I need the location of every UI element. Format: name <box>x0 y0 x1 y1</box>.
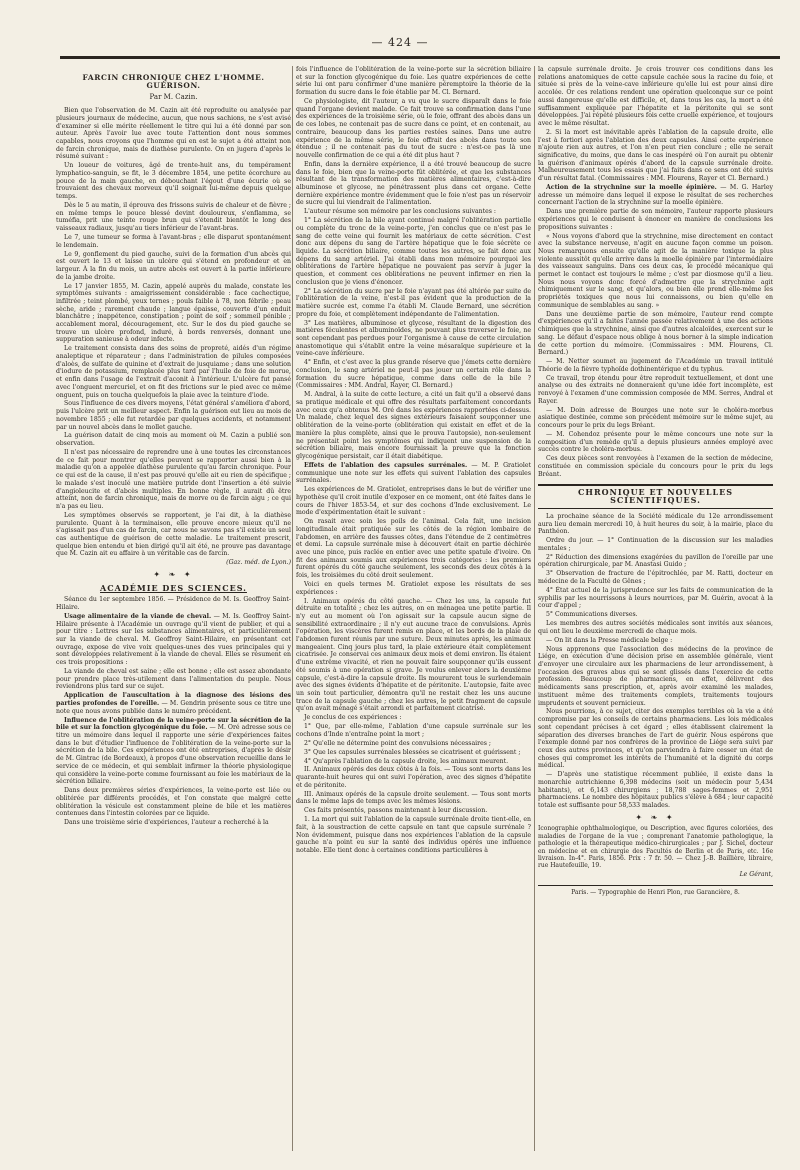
paragraph: 1° Que, par elle-même, l'ablation d'une capsule surrénale sur les cochons d'Inde n'entraîne point la mort ; <box>296 723 531 738</box>
paragraph: 2. Si la mort est inévitable après l'ablation de la capsule droite, elle l'est à fortiori après l'ablation des deux capsules. Ainsi cette expérience n'ajoute rien aux autres, et l'on n'en peut rien conclure ; elle ne serait significative, du moins, que dans le cas inespéré où l'on aurait pu obtenir la guérison d'animaux opérés d'abord de la capsule surrénale droite. Malheureusement tous les essais que j'ai faits dans ce sens ont été suivis d'un résultat fatal. (Commissaires : MM. Flourens, Rayer et Cl. Bernard.) <box>538 128 773 183</box>
paragraph: La guérison datait de cinq mois au moment où M. Cazin a publié son observation. <box>56 432 291 448</box>
paragraph: I. Animaux opérés du côté gauche. — Chez les uns, la capsule fut détruite en totalité ; chez les autres, on en ménagea une petite partie. Il n'y eut au moment où l'on agissait sur la capsule aucun signe de sensibilité extraordinaire ; il n'y eut aucune trace de convulsions. Après l'opération, les viscères furent remis en place, et les bords de la plaie de l'abdomen furent réunis par une suture. Deux minutes après, les animaux mangeaient. Cinq jours plus tard, la plaie extérieure était complètement cicatrisée. Je conservai ces animaux deux mois et demi environ. Ils étaient d'une extrême vivacité, et rien ne pouvait faire soupçonner qu'ils eussent été soumis à une opération si grave. Je voulus enlever alors la deuxième capsule, c'est-à-dire la capsule droite. Ils moururent tous le surlendemain avec des signes évidents d'hépatite et de péritonite. L'autopsie, faite avec un soin tout particulier, démontra qu'il ne restait chez les uns aucune trace de la capsule gauche ; chez les autres, le petit fragment de capsule qu'on avait ménagé s'était arrondi et parfaitement cicatrisé. <box>296 597 531 713</box>
run-in-heading: Influence de l'oblitération de la veine-porte sur la sécrétion de la bile et sur la fonction glycogénique du foie. <box>56 716 291 732</box>
paragraph: fois l'influence de l'oblitération de la veine-porte sur la sécrétion biliaire et sur la fonction glycogénique du foie. Les quatre expériences de cette série lui ont paru confirmer d'une manière péremptoire la théorie de la formation du sucre dans le foie établie par M. Cl. Bernard. <box>296 66 531 97</box>
paragraph: 4° Enfin, et c'est avec la plus grande réserve que j'émets cette dernière conclusion, le sang artériel ne peut-il pas jouer un certain rôle dans la formation du sucre hépatique, comme dans celle de la bile ? (Commissaires : MM. Andral, Rayer, Cl. Bernard.) <box>296 359 531 390</box>
paragraph: la capsule surrénale droite. Je crois trouver ces conditions dans les relations anatomiques de cette capsule cachée sous la racine du foie, et située si près de la veine-cave inférieure qu'elle lui est pour ainsi dire accolée. Or ces relations rendent une opération quelconque sur ce point aussi dangereuse qu'elle est difficile, et, dans tous les cas, la mort a été suffisamment expliquée par l'hépatite et la péritonite qui se sont développées. J'ai répété plusieurs fois cette cruelle expérience, et toujours avec le même résultat. <box>538 66 773 127</box>
bibliography-notice: Iconographie ophthalmologique, ou Description, avec figures coloriées, des maladies de l'organe de la vue ; comprenant l'anatomie pathologique, la pathologie et la thérapeutique médico-chirurgicales ; par J. Sichel, docteur en médecine et en chirurgie des Facultés de Berlin et de Paris, etc. 16e livraison. In-4°. Paris, 1856. Prix : 7 fr. 50. — Chez J.-B. Baillière, libraire, rue Hautefeuille, 19. <box>538 825 773 870</box>
run-in-heading: Usage alimentaire de la viande de cheval. <box>64 612 212 620</box>
source-citation: (Gaz. méd. de Lyon.) <box>226 559 291 567</box>
paragraph: — M. Cohendoz présente pour le même concours une note sur la composition d'un remède qu'il a depuis plusieurs années employé avec succès contre le choléra-morbus. <box>538 431 773 454</box>
column-divider <box>292 66 293 1151</box>
page-number: — 424 — <box>371 36 429 49</box>
session-line: Séance du 1er septembre 1856. — Présidence de M. Is. Geoffroy Saint-Hilaire. <box>56 596 291 612</box>
paragraph: — On lit dans la Presse médicale belge : <box>546 636 673 644</box>
run-in-heading: Effets de l'ablation des capsules surrénales. <box>304 461 468 469</box>
section-title: ACADÉMIE DES SCIENCES. <box>100 582 247 593</box>
paragraph: Le 7, une tumeur se forma à l'avant-bras ; elle disparut spontanément le lendemain. <box>56 233 291 249</box>
section-title: CHRONIQUE ET NOUVELLES SCIENTIFIQUES. <box>538 484 773 508</box>
paragraph: Dans une troisième série d'expériences, l'auteur a recherché à la <box>64 819 269 827</box>
article-author: Par M. Cazin. <box>149 93 198 102</box>
paragraph: 1° La sécrétion de la bile ayant continué malgré l'oblitération partielle ou complète du tronc de la veine-porte, j'en conclus que ce n'est pas le sang de cette veine qui fournit les matériaux de cette sécrétion. C'est donc aux dépens du sang de l'artère hépatique que le foie sécrète ce liquide. La sécrétion biliaire, comme toutes les autres, se fait donc aux dépens du sang artériel. J'ai établi dans mon mémoire pourquoi les oblitérations de l'artère hépatique ne pouvaient pas servir à juger la question, et comment ces oblitérations ne peuvent infirmer en rien la conclusion que je viens d'énoncer. <box>296 217 531 286</box>
paragraph: Enfin, dans la dernière expérience, il a été trouvé beaucoup de sucre dans le foie, bien que la veine-porte fût oblitérée, et que les substances résultant de la transformation des matières alimentaires, c'est-à-dire albuminose et glycose, ne pénétrassent plus dans cet organe. Cette dernière expérience montre évidemment que le foie n'est pas un réservoir de sucre qui lui viendrait de l'alimentation. <box>296 160 531 207</box>
paragraph: 5° Communications diverses. <box>546 611 638 619</box>
paragraph: — M. Doin adresse de Bourges une note sur le choléra-morbus asiatique destinée, comme son précédent mémoire sur le même sujet, au concours pour le prix du legs Bréant. <box>538 406 773 430</box>
paragraph <box>56 692 291 715</box>
paragraph: 2° Réduction des dimensions exagérées du pavillon de l'oreille par une opération chirurgicale, par M. Anastasi Guido ; <box>538 553 773 569</box>
column-1 <box>56 66 291 1151</box>
paragraph <box>538 184 773 207</box>
paragraph: Voici en quels termes M. Gratiolet expose les résultats de ses expériences : <box>296 580 531 596</box>
paragraph: 4° Qu'après l'ablation de la capsule droite, les animaux meurent. <box>304 757 509 765</box>
gerant-signature: Le Gérant, <box>739 871 773 879</box>
paragraph <box>296 462 531 485</box>
paragraph: II. Animaux opérés des deux côtés à la fois. — Tous sont morts dans les quarante-huit heures qui ont suivi l'opération, avec des signes d'hépatite et de péritonite. <box>296 766 531 789</box>
paragraph: Les membres des autres sociétés médicales sont invités aux séances, qui ont lieu le deuxième mercredi de chaque mois. <box>538 620 773 635</box>
paragraph: — M. Netter soumet au jugement de l'Académie un travail intitulé Théorie de la fièvre typhoïde dothinentérique et du typhus. <box>538 358 773 373</box>
article-title: FARCIN CHRONIQUE CHEZ L'HOMME. GUÉRISON. <box>82 73 265 90</box>
paragraph-text: — M. Gendrin présente sous ce titre une note que nous avons publiée dans le numéro précédent. <box>56 700 291 715</box>
paragraph: Bien que l'observation de M. Cazin ait été reproduite ou analysée par plusieurs journaux de médecine, aucun, que nous sachions, ne s'est avisé d'examiner si elle mérite réellement le titre qui lui a été donné par son auteur. Après l'avoir lue avec toute l'attention dont nous sommes capables, nous croyons que l'homme qui en est le sujet a été atteint non de farcin chronique, mais de diathèse purulente. On en jugera d'après le résumé suivant : <box>56 107 291 161</box>
paragraph: Ce travail, trop étendu pour être reproduit textuellement, et dont une analyse ou des extraits ne donneraient qu'une idée fort incomplète, est renvoyé à l'examen d'une commission composée de MM. Serres, Andral et Rayer. <box>538 374 773 405</box>
paragraph: — D'après une statistique récemment publiée, il existe dans la monarchie autrichienne 6,398 médecins (soit un médecin pour 5,434 habitants), et 6,143 chirurgiens ; 18,788 sages-femmes et 2,951 pharmaciens. Le nombre des hôpitaux publics s'élève à 684 ; leur capacité totale est suffisante pour 58,533 malades. <box>538 771 773 810</box>
paragraph: Le 9, gonflement du pied gauche, suivi de la formation d'un abcès qui est ouvert le 13 et laisse un ulcère qui s'étend en profondeur et en largeur. À la fin du mois, un autre abcès est ouvert à la partie inférieure de la jambe droite. <box>56 250 291 281</box>
ornament-divider: ✦ ❧ ✦ <box>153 569 194 579</box>
paragraph: Dans une première partie de son mémoire, l'auteur rapporte plusieurs expériences qui le conduisent à énoncer en manière de conclusions les propositions suivantes : <box>538 208 773 231</box>
paragraph: Ordre du jour. — 1° Continuation de la discussion sur les maladies mentales ; <box>538 537 773 552</box>
paragraph: Dans une deuxième partie de son mémoire, l'auteur rend compte d'expériences qu'il a faites l'année passée relativement à une des actions chimiques que la strychnine, ainsi que d'autres alcaloïdes, exercent sur le sang. Le défaut d'espace nous oblige à nous borner à la simple indication de cette portion du mémoire. (Commissaires : MM. Flourens, Cl. Bernard.) <box>538 310 773 357</box>
paragraph: « Nous voyons d'abord que la strychnine, mise directement en contact avec la substance nerveuse, n'agit en aucune façon comme un poison. Nous remarquons ensuite qu'elle agit de la manière toxique la plus violente aussitôt qu'elle arrive dans la moelle épinière par l'intermédiaire des vaisseaux sanguins. Dans ces deux cas, le procédé mécanique qui permet le contact est toujours le même ; c'est par diosmose qu'il a lieu. Nous nous voyons donc forcé d'admettre que la strychnine agit chimiquement sur le sang, et qu'alors, ou bien elle prend elle-même les propriétés toxiques que nous lui connaissons, ou bien qu'elle en communique de semblables au sang. » <box>538 232 773 309</box>
paragraph: On rasait avec soin les poils de l'animal. Cela fait, une incision longitudinale était pratiquée sur les côtés de la région lombaire de l'abdomen, en arrière des fausses côtes, dans l'étendue de 2 centimètres et demi. La capsule surrénale mise à découvert était en partie déchirée avec une pince, puis raclée en entier avec une petite spatule d'ivoire. On fit des animaux soumis aux expériences trois catégories : les premiers furent opérés du côté gauche seulement, les seconds des deux côtés à la fois, les troisièmes du côté droit seulement. <box>296 518 531 580</box>
paragraph: III. Animaux opérés de la capsule droite seulement. — Tous sont morts dans le même laps de temps avec les mêmes lésions. <box>296 790 531 806</box>
imprint-line: Paris. — Typographie de Henri Plon, rue Garancière, 8. <box>538 885 773 897</box>
paragraph: 3° Les matières, albuminose et glycose, résultant de la digestion des matières féculentes et albuminoïdes, ne pouvant plus traverser le foie, ne sont cependant pas perdues pour l'organisme à cause de cette circulation anastomotique qui s'établit entre la veine mésaraïque supérieure et la veine-cave inférieure. <box>296 319 531 358</box>
paragraph <box>56 613 291 667</box>
column-2 <box>296 66 531 1151</box>
paragraph: L'auteur résume son mémoire par les conclusions suivantes : <box>304 208 497 216</box>
paragraph: Le 17 janvier 1855, M. Cazin, appelé auprès du malade, constate les symptômes suivants : amaigrissement considérable : face cachectique, infiltrée ; teint plombé, yeux ternes ; pouls faible à 78, non fébrile ; peau sèche, aride ; rarement chaude ; langue épaisse, couverte d'un enduit blanchâtre ; inappétence, constipation ; point de soif ; sommeil pénible ; accablement moral, découragement, etc. Sur le dos du pied gauche se trouve un ulcère profond, induré, à bords renversés, donnant une suppuration sanieuse à odeur infecte. <box>56 282 291 344</box>
paragraph: Nous apprenons que l'association des médecins de la province de Liége, en exécution d'une décision prise en assemblée générale, vient d'envoyer une circulaire aux les pharmaciens de leur arrondissement, à l'occasion des graves abus qui se sont glissés dans l'exercice de cette profession. Beaucoup de pharmaciens, en effet, délivrent des médicaments sans prescription, et, après avoir examiné les malades, instituent même des traitements complets, traitements toujours imprudents et souvent pernicieux. <box>538 645 773 707</box>
paragraph: Dans deux premières séries d'expériences, la veine-porte est liée ou oblitérée par différents procédés, et l'on constate que malgré cette oblitération la vésicule est constamment pleine de bile et les matières contenues dans l'intestin colorées par ce liquide. <box>56 787 291 818</box>
header-rule <box>60 56 780 59</box>
paragraph: Il n'est pas nécessaire de reprendre une à une toutes les circonstances de ce fait pour montrer qu'elles peuvent se rapporter aussi bien à la maladie qu'on a appelée diathèse purulente qu'au farcin chronique. Pour ce qui est de la cause, il n'est pas prouvé qu'elle ait eu rien de spécifique ; le malade s'est inoculé une matière putride dont l'insertion a été suivie d'angioleucite et d'abcès multiples. En bonne règle, il aurait dû être atteint, non de farcin chronique, mais de morve ou de farcin aigu ; ce qui n'a pas eu lieu. <box>56 449 291 510</box>
paragraph: Ce physiologiste, dit l'auteur, a vu que le sucre disparaît dans le foie quand l'organe devient malade. Ce fait trouve sa confirmation dans l'une des expériences de la troisième série, où le foie, offrant des abcès dans un de ces lobes, ne contenait pas de sucre dans ce point, et en contenait, au contraire, beaucoup dans les parties restées saines. Dans une autre expérience de la même série, le foie offrait des abcès dans toute son étendue ; il ne contenait pas du tout de sucre : n'est-ce pas là une nouvelle confirmation de ce qui a été dit plus haut ? <box>296 98 531 159</box>
paragraph: M. Andral, à la suite de cette lecture, a cité un fait qu'il a observé dans sa pratique médicale et qui offre des résultats parfaitement concordants avec ceux qu'a obtenus M. Oré dans les expériences rapportées ci-dessus. Un malade, chez lequel des signes extérieurs faisaient soupçonner une oblitération de la veine-porte (oblitération qui existait en effet et de la manière la plus complète, ainsi que le prouva l'autopsie), non-seulement ne présentait point les symptômes qui indiquent une suspension de la sécrétion biliaire, mais encore fournissait la preuve que la fonction glycogénique persistait, car il était diabétique. <box>296 391 531 460</box>
paragraph: 4° État actuel de la jurisprudence sur les faits de communication de la syphilis par les nourrissons à leurs nourrices, par M. Guérin, avocat à la cour d'appel ; <box>538 586 773 610</box>
paragraph: Dès le 5 au matin, il éprouva des frissons suivis de chaleur et de fièvre ; en même temps le pouce blessé devint douloureux, s'enflamma, se tuméfia, prit une teinte rouge brun qui s'étendit bientôt le long des vaisseaux radiaux, jusqu'au tiers inférieur de l'avant-bras. <box>56 201 291 233</box>
paragraph: Ces deux pièces sont renvoyées à l'examen de la section de médecine, constituée en commission spéciale du concours pour le prix du legs Bréant. <box>538 455 773 478</box>
paragraph: 2° Qu'elle ne détermine point des convulsions nécessaires ; <box>304 739 491 747</box>
paragraph: Les expériences de M. Gratiolet, entreprises dans le but de vérifier une hypothèse qu'il croit inutile d'exposer en ce moment, ont été faites dans le cours de l'hiver 1853-54, et sur des cochons d'Inde exclusivement. Le mode d'expérimentation était le suivant : <box>296 486 531 517</box>
paragraph: Ces faits présentés, passons maintenant à leur discussion. <box>304 807 488 815</box>
paragraph-text: — M. P. Gratiolet communique une note sur les effets qui suivent l'ablation des capsules surrénales. <box>296 461 531 485</box>
run-in-heading: Application de l'auscultation à la diagnose des lésions des parties profondes de l'oreille. <box>56 692 291 708</box>
paragraph: Un loueur de voitures, âgé de trente-huit ans, du tempérament lymphatico-sanguin, se fit, le 3 décembre 1854, une petite écorchure au pouce de la main gauche, en débouchant l'égout d'une écurie où se trouvaient des chevaux morveux qu'il soignait lui-même depuis quelque temps. <box>56 162 291 201</box>
paragraph: La prochaine séance de la Société médicale du 12e arrondissement aura lieu demain mercredi 10, à huit heures du soir, à la mairie, place du Panthéon. <box>538 512 773 536</box>
ornament-divider: ✦ ❧ ✦ <box>635 812 676 822</box>
paragraph-text: — M. Is. Geoffroy Saint-Hilaire présente à l'Académie un ouvrage qu'il vient de publier, et qui a pour titre : Lettres sur les substances alimentaires, et particulièrement sur la viande de cheval. M. Geoffroy Saint-Hilaire, en présentant cet ouvrage, expose de vive voix quelques-unes des vues principales qui y sont développées relativement à la viande de cheval. Elles se résument en ces trois propositions : <box>56 612 291 667</box>
paragraph: 3° Que les capsules surrénales blessées se cicatrisent et guérissent ; <box>304 748 521 756</box>
paragraph: Le traitement consista dans des soins de propreté, aidés d'un régime analeptique et réparateur ; dans l'administration de pilules composées d'aloès, de sulfate de quinine et d'extrait de jusquiame ; dans une solution d'iodure de potassium, remplacée plus tard par l'huile de foie de morue, et enfin dans l'usage de l'extrait d'aconit à l'intérieur. L'ulcère fut pansé avec l'onguent mercuriel, et on fit des frictions sur le pied avec ce même onguent, puis on toucha quelquefois la plaie avec la teinture d'iode. <box>56 345 291 399</box>
column-3 <box>538 66 773 1151</box>
paragraph: 2° La sécrétion du sucre par le foie n'ayant pas été altérée par suite de l'oblitération de la veine, n'est-il pas évident que la production de la matière sucrée est, comme l'a établi M. Claude Bernard, une sécrétion propre du foie, et complètement indépendante de l'alimentation. <box>296 287 531 318</box>
column-divider <box>534 66 535 1151</box>
paragraph: 1. La mort qui suit l'ablation de la capsule surrénale droite tient-elle, en fait, à la soustraction de cette capsule en tant que capsule surrénale ? Non évidemment, puisque dans nos expériences l'ablation de la capsule gauche n'a point eu sur la santé des individus opérés une influence notable. Elle tient donc à certaines conditions particulières à <box>296 816 531 855</box>
run-in-heading: Action de la strychnine sur la moelle épinière. <box>546 183 717 191</box>
paragraph-text: — M. G. Harley adresse un mémoire dans lequel il expose le résultat de ses recherches concernant l'action de la strychnine sur la moelle épinière. <box>538 183 773 207</box>
paragraph: Je conclus de ces expériences : <box>304 714 402 722</box>
paragraph: 3° Observation de fracture de l'épitrochlée, par M. Ratti, docteur en médecine de la Faculté de Gênes ; <box>538 570 773 586</box>
paragraph: Les symptômes observés se rapportent, je l'ai dit, à la diathèse purulente. Quant à la terminaison, elle prouve encore mieux qu'il ne s'agissait pas d'un cas de farcin, car nous ne savons pas s'il existe un seul cas authentique de guérison de cette maladie. Le traitement prescrit, quelque bien entendu et bien dirigé qu'il ait été, ne prouve pas davantage que M. Cazin ait eu affaire à un véritable cas de farcin. <box>56 511 291 558</box>
paragraph: Nous pourrions, à ce sujet, citer des exemples terribles où la vie a été compromise par les conseils de certains pharmaciens. Les lois médicales sont cependant précises à cet égard ; elles établissent clairement la séparation des diverses branches de l'art de guérir. Nous espérons que l'exemple donné par nos confrères de la province de Liége sera suivi par ceux des autres provinces, et qu'on parviendra à faire cesser un état de choses qui compromet les intérêts de l'humanité et la dignité du corps médical. <box>538 708 773 770</box>
paragraph: La viande de cheval est saine ; elle est bonne ; elle est assez abondante pour prendre place très-utilement dans l'alimentation du peuple. Nous reviendrons plus tard sur ce sujet. <box>56 668 291 691</box>
paragraph-text: — M. Oré adresse sous ce titre un mémoire dans lequel il rapporte une série d'expériences faites dans le but d'étudier l'influence de l'oblitération de la veine-porte sur la sécrétion de la bile. Ces expériences ont été entreprises, d'après le désir de M. Gintrac (de Bordeaux), à propos d'une observation recueillie dans le service de ce médecin, et qui semblait infirmer la théorie physiologique qui considère la veine-porte comme fournissant au foie les matériaux de la sécrétion biliaire. <box>56 724 291 786</box>
paragraph: Sous l'influence de ces divers moyens, l'état général s'améliora d'abord, puis l'ulcère prit un meilleur aspect. Enfin la guérison eut lieu au mois de novembre 1855 ; elle fut retardée par quelques accidents, et notamment par un nouvel abcès dans le mollet gauche. <box>56 400 291 431</box>
paragraph <box>56 717 291 786</box>
